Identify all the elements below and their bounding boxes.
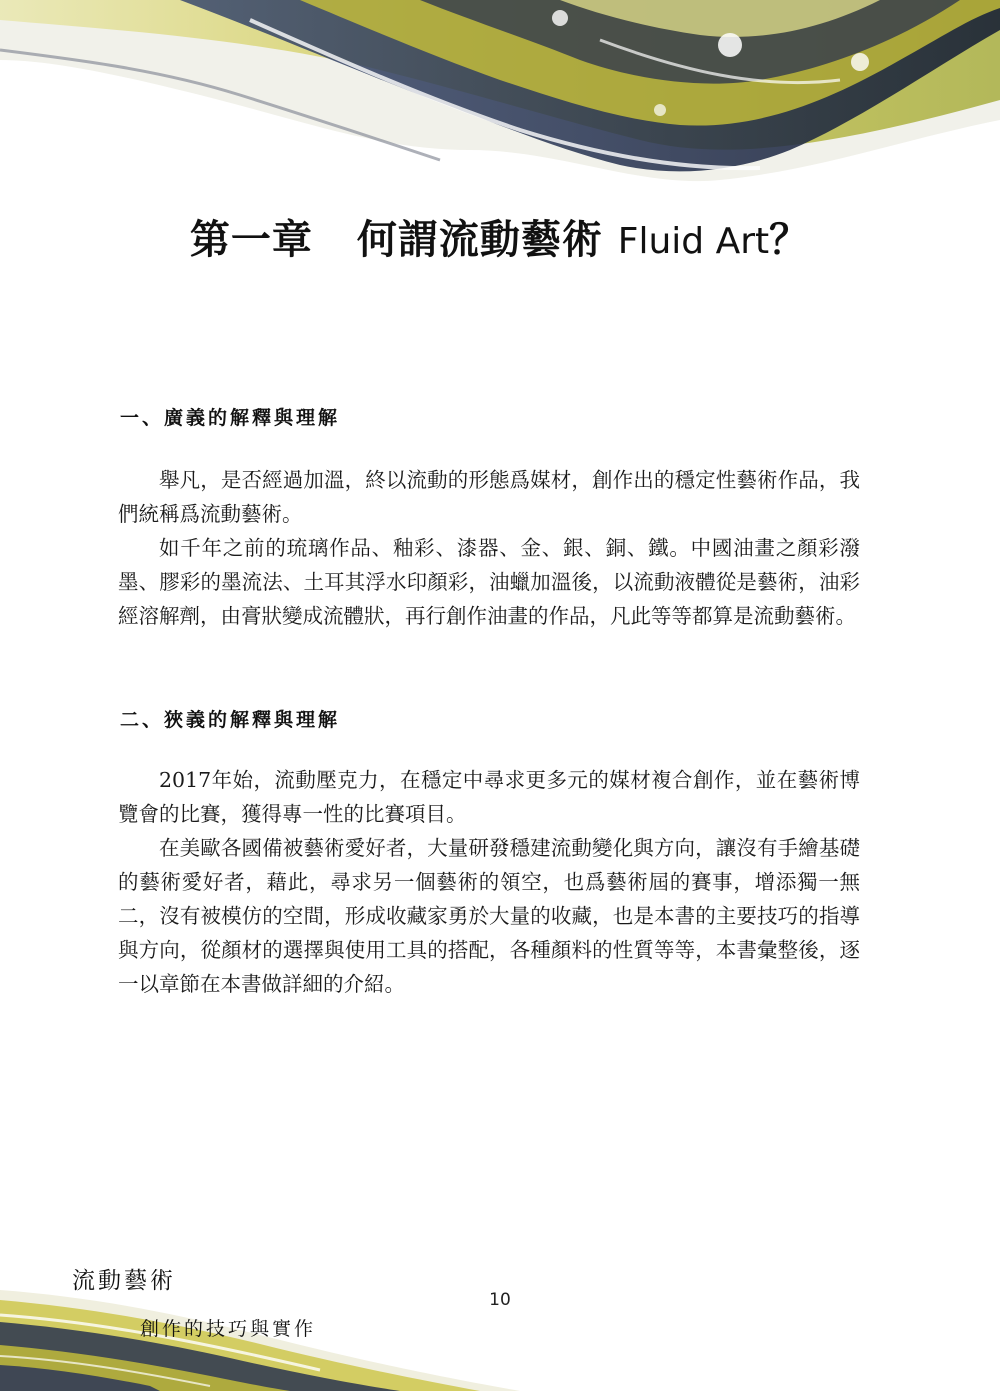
section-heading-narrow: 二、狹義的解釋與理解 (120, 709, 341, 731)
chapter-title-latin: Fluid Art (617, 221, 770, 262)
paragraph-narrow-1: 2017年始，流動壓克力，在穩定中尋求更多元的媒材複合創作，並在藝術博覽會的比賽，獲得專一性的比賽項目。 (118, 768, 860, 826)
chapter-label: 第一章 (189, 216, 313, 263)
footer-book-title: 流動藝術 (72, 1268, 176, 1294)
chapter-title-mark: ？ (769, 216, 811, 263)
chapter-title-text: 何謂流動藝術 (356, 216, 603, 263)
fluid-art-header-image (0, 0, 1000, 200)
paragraph-broad-2: 如千年之前的琉璃作品、釉彩、漆器、金、銀、銅、鐵。中國油畫之顏彩潑墨、膠彩的墨流法、土耳其浮水印顏彩，油蠟加溫後，以流動液體從是藝術，油彩經溶解劑，由膏狀變成流體狀，再行創作油畫的作品，凡此等等都算是流動藝術。 (118, 536, 860, 628)
paragraph-narrow-2: 在美歐各國備被藝術愛好者，大量研發穩建流動變化與方向，讓沒有手繪基礎的藝術愛好者，藉此，尋求另一個藝術的領空，也爲藝術屆的賽事，增添獨一無二，沒有被模仿的空間，形成收藏家勇於大量的收藏，也是本書的主要技巧的指導與方向，從顏材的選擇與使用工具的搭配，各種顏料的性質等等，本書彙整後，逐一以章節在本書做詳細的介紹。 (118, 836, 860, 996)
section-heading-broad: 一、廣義的解釋與理解 (120, 407, 341, 429)
chapter-title (0, 208, 1000, 265)
footer-book-subtitle: 創作的技巧與實作 (140, 1318, 317, 1340)
paragraph-broad-1: 舉凡，是否經過加溫，終以流動的形態爲媒材，創作出的穩定性藝術作品，我們統稱爲流動藝術。 (118, 468, 860, 526)
page-number: 10 (489, 1290, 511, 1310)
